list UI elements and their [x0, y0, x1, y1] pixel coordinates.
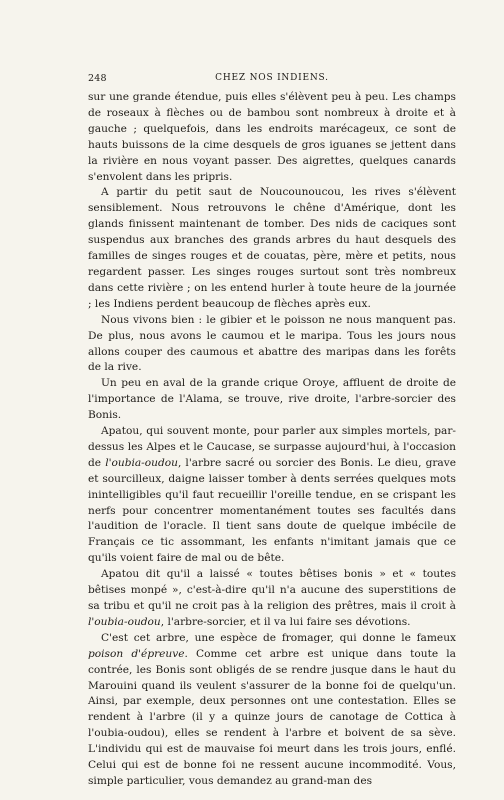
paragraph-text: Nous vivons bien : le gibier et le poisson ne nous manquent pas. De plus, nous avons le caumou et le maripa. Tous les jours nous allons couper des caumous et abattre des maripas dans les forêts de la rive. — [88, 313, 456, 374]
paragraph-text: Un peu en aval de la grande crique Oroye, affluent de droite de l'importance de l'Alama, se trouve, rive droite, l'arbre-sorcier des Bonis. — [88, 377, 456, 422]
italic-term: l'oubia-oudou — [105, 456, 178, 469]
running-title: CHEZ NOS INDIENS. — [215, 73, 329, 83]
paragraph-text: Apatou dit qu'il a laissé « toutes bêtises bonis » et « toutes bêtises monpé », c'est-à-dire qu'il n'a aucune des superstitions de sa tribu et qu'il ne croit pas à la religion des prêtres, mais il croit à — [88, 568, 456, 612]
paragraph-text: C'est cet arbre, une espèce de fromager, qui donne le fameux — [101, 631, 456, 644]
italic-term: poison d'épreuve — [88, 647, 185, 660]
paragraph — [88, 376, 456, 424]
paragraph — [88, 567, 456, 631]
page-header — [88, 73, 456, 87]
paragraph-text: , l'arbre sacré ou sorcier des Bonis. Le dieu, grave et sourcilleux, daigne laisser tomber à dents serrées quelques mots inintelligibles qu'il faut recueillir l'oreille tendue, en se crispant les nerfs pour concentrer momentanément toutes ses facultés dans l'audition de l'oracle. Il tient sans doute de quelque imbécile de Français ce tic assommant, les enfants n'imitant jamais que ce qu'ils voient faire de mal ou de bête. — [88, 456, 456, 565]
paragraph-text: Apatou, qui souvent monte, pour parler aux simples mortels, par-dessus les Alpes et le Caucase, se surpasse aujourd'hui, à l'occasion de — [88, 425, 456, 469]
paragraph-text: , l'arbre-sorcier, et il va lui faire ses dévotions. — [160, 615, 411, 628]
paragraph-text: A partir du petit saut de Noucounoucou, les rives s'élèvent sensiblement. Nous retrouvons le chêne d'Amérique, dont les glands finissent maintenant de tomber. Des nids de caciques sont suspendus aux branches des grands arbres du haut desquels des familles de singes rouges et de couatas, père, mère et petits, nous regardent passer. Les singes rouges surtout sont très nombreux dans cette rivière ; on les entend hurler à toute heure de la journée ; les Indiens perdent beaucoup de flèches après eux. — [88, 186, 456, 310]
paragraph-text: . Comme cet arbre est unique dans toute la contrée, les Bonis sont obligés de se rendre jusque dans le haut du Marouini quand ils veulent s'assurer de la bonne foi de quelqu'un. Ainsi, par exemple, deux personnes ont une contestation. Elles se rendent à l'arbre (il y a quinze jours de canotage de Cottica à l'oubia-oudou), elles se rendent à l'arbre et boivent de sa sève. L'individu qui est de mauvaise foi meurt dans les trois jours, enflé. Celui qui est de bonne foi ne ressent aucune incommodité. Vous, simple particulier, vous demandez au grand-man des — [88, 647, 456, 787]
paragraph — [88, 631, 456, 790]
italic-term: l'oubia-oudou — [88, 615, 161, 628]
page-number: 248 — [88, 73, 107, 84]
paragraph — [88, 90, 456, 185]
paragraph — [88, 313, 456, 377]
body-text — [88, 90, 456, 790]
paragraph — [88, 185, 456, 312]
paragraph-text: sur une grande étendue, puis elles s'élèvent peu à peu. Les champs de roseaux à flèches ou de bambou sont nombreux à droite et à gauche ; quelquefois, dans les endroits marécageux, ce sont de hauts buissons de la cime desquels de gros iguanes se jettent dans la rivière en nous voyant passer. Des aigrettes, quelques canards s'envolent dans les pripris. — [88, 91, 456, 183]
paragraph — [88, 424, 456, 567]
